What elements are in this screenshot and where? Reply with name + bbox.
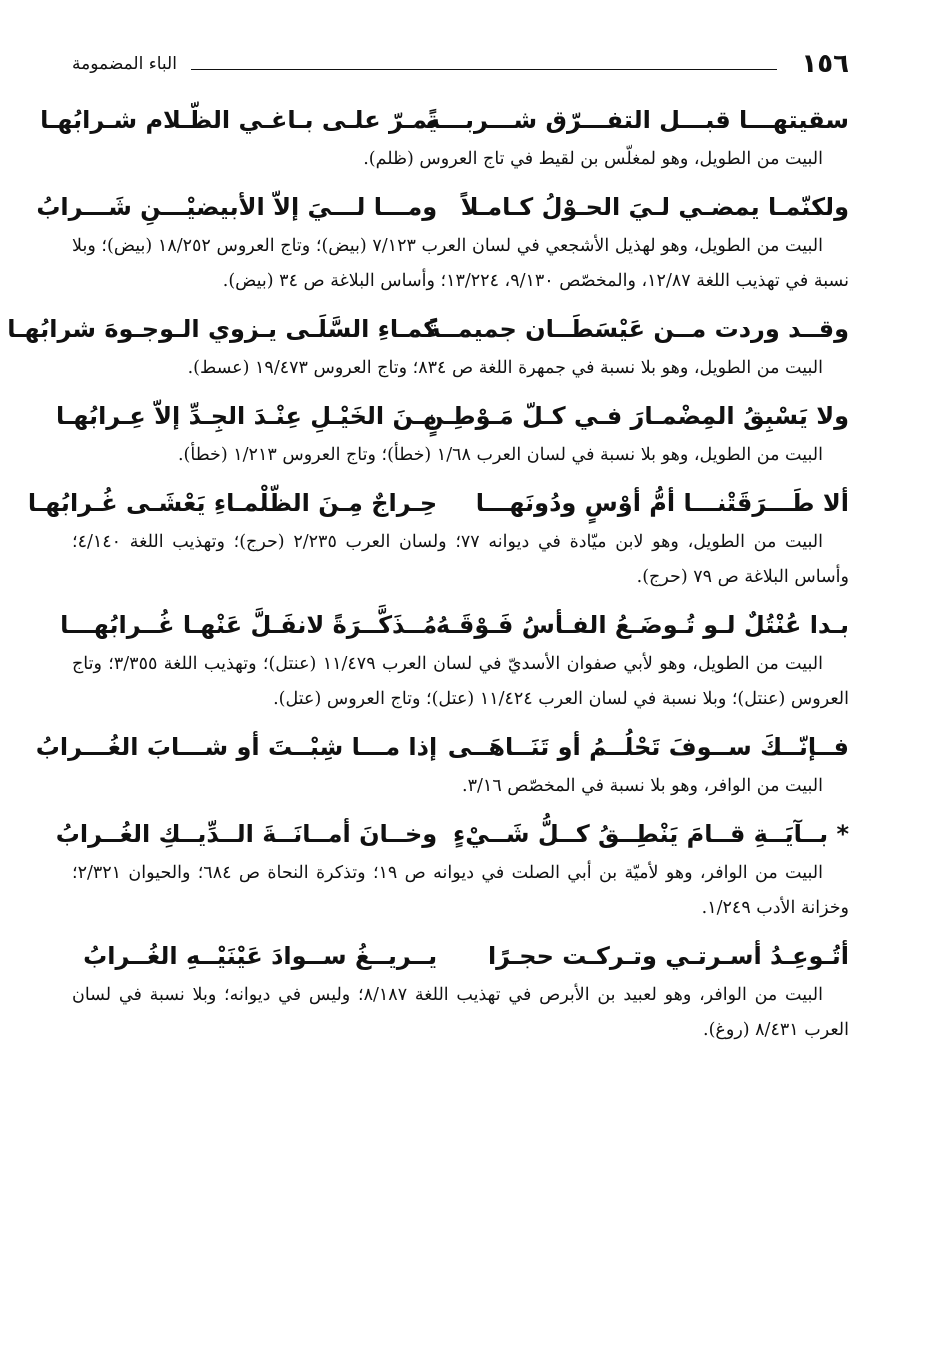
verse-source-note: البيت من الوافر، وهو لأميّة بن أبي الصلت في ديوانه ص ١٩؛ وتذكرة النحاة ص ٦٨٤؛ والحيوان ٢/٣٢١؛ وخزانة الأدب ١/٢٤٩.: [72, 863, 849, 918]
verse-source-note: البيت من الطويل، وهو لأبي صفوان الأسديّ في لسان العرب ١١/٤٧٩ (عنتل)؛ وتهذيب اللغة ٣/٣٥٥؛ وتاج العروس (عنتل)؛ وبلا نسبة في لسان العرب ١١/٤٢٤ (عتل)؛ وتاج العروس (عتل).: [72, 654, 849, 709]
running-title: الباء المضمومة: [72, 54, 177, 74]
verse-second-hemistich: ومـــا لـــيَ إلاّ الأبيضيْـــنِ شَـــرابُ: [36, 193, 438, 221]
verse-source-note: البيت من الطويل، وهو لمغلّس بن لقيط في تاج العروس (ظلم).: [363, 149, 823, 169]
verse-second-hemistich: مُــذَكَّــرَةً لانفَـلَّ عَنْهـا غُــرابُهـــا: [60, 611, 438, 639]
verse-entry: [36, 185, 849, 299]
verse-second-hemistich: يمـرّ علـى بـاغـي الظّـلام شـرابُهـا: [40, 106, 438, 134]
book-page: [7, 44, 849, 1321]
header-rule: [191, 69, 777, 70]
verse-line: [40, 98, 849, 142]
verse-first-hemistich: سقيتهـــا قبـــل التفـــرّق شـــربـــةً: [425, 106, 849, 134]
verse-first-hemistich: ولكنّمـا يمضـي لـيَ الحـوْلُ كـامـلاً: [460, 193, 849, 221]
verse-entry: [72, 934, 849, 1048]
verse-source-note: البيت من الطويل، وهو لابن ميّادة في ديوانه ٧٧؛ ولسان العرب ٢/٢٣٥ (حرج)؛ وتهذيب اللغة ٤/١٤٠؛ وأساس البلاغة ص ٧٩ (حرج).: [72, 532, 849, 587]
verse-first-hemistich: وقــد وردت مــن عَيْسَطَــان جميمــةً: [426, 315, 849, 343]
verse-line: [35, 725, 849, 769]
verse-line: [60, 603, 849, 647]
verse-line: [27, 481, 849, 525]
verse-line: [72, 934, 849, 978]
verse-second-hemistich: إذا مـــا شِبْــتَ أو شـــابَ الغُـــرابُ: [35, 733, 438, 761]
verse-entry: [27, 481, 849, 595]
page-header: [72, 44, 849, 84]
page-number: ١٥٦: [801, 49, 849, 79]
verse-line: [55, 812, 849, 856]
verse-entry: [56, 394, 849, 473]
verse-first-hemistich: بـدا عُنْتُلٌ لـو تُـوضَـعُ الفـأسُ فَـوْقَـهُ: [435, 611, 849, 639]
verse-second-hemistich: كمـاءِ السَّلَـى يـزوي الـوجـوهَ شرابُهـا: [7, 315, 438, 343]
verse-entry: [35, 725, 849, 804]
verse-first-hemistich: أتُـوعِـدُ أسـرتـي وتـركـت حجـرًا: [487, 942, 849, 970]
verse-entries: [7, 98, 849, 1048]
verse-source-note: البيت من الطويل، وهو بلا نسبة في جمهرة اللغة ص ٨٣٤؛ وتاج العروس ١٩/٤٧٣ (عسط).: [187, 358, 823, 378]
verse-first-hemistich: ألا طَـــرَقَتْنـــا أمُّ أوْسٍ ودُونَهـــا: [475, 489, 849, 517]
verse-source-note: البيت من الوافر، وهو بلا نسبة في المخصّص ٣/١٦.: [462, 776, 823, 796]
verse-source-note: البيت من الطويل، وهو بلا نسبة في لسان العرب ١/٦٨ (خطأ)؛ وتاج العروس ١/٢١٣ (خطأ).: [177, 445, 823, 465]
verse-second-hemistich: مِـنَ الخَيْـلِ عِنْـدَ الجِـدِّ إلاّ عِـرابُهـا: [56, 402, 438, 430]
verse-second-hemistich: وخــانَ أمــانَــةَ الــدِّيــكِ الغُــرابُ: [55, 820, 438, 848]
verse-line: [7, 307, 849, 351]
verse-source-note: البيت من الوافر، وهو لعبيد بن الأبرص في تهذيب اللغة ٨/١٨٧؛ وليس في ديوانه؛ وبلا نسبة في لسان العرب ٨/٤٣١ (روغ).: [72, 985, 849, 1040]
verse-first-hemistich: * بــآيَــةِ قــامَ يَنْطِــقُ كــلُّ شَــيْءٍ: [452, 820, 849, 848]
verse-entry: [55, 812, 849, 926]
verse-first-hemistich: فــإنّــكَ ســوفَ تَحْلُــمُ أو تَنَــاهَــى: [447, 733, 849, 761]
verse-entry: [40, 98, 849, 177]
verse-source-note: البيت من الطويل، وهو لهذيل الأشجعي في لسان العرب ٧/١٢٣ (بيض)؛ وتاج العروس ١٨/٢٥٢ (بيض)؛ وبلا نسبة في تهذيب اللغة ١٢/٨٧، والمخصّص ٩/١٣٠، ١٣/٢٢٤؛ وأساس البلاغة ص ٣٤ (بيض).: [72, 236, 849, 291]
verse-line: [56, 394, 849, 438]
verse-second-hemistich: يــريــغُ ســوادَ عَيْنَيْــهِ الغُــرابُ: [83, 942, 438, 970]
verse-first-hemistich: ولا يَسْبِقُ المِضْمـارَ فـي كـلّ مَـوْطِـنٍ: [423, 402, 849, 430]
verse-line: [36, 185, 849, 229]
verse-second-hemistich: حِـراجٌ مِـنَ الظّلْمـاءِ يَعْشَـى غُـرابُهـا: [27, 489, 438, 517]
verse-entry: [7, 307, 849, 386]
verse-entry: [60, 603, 849, 717]
